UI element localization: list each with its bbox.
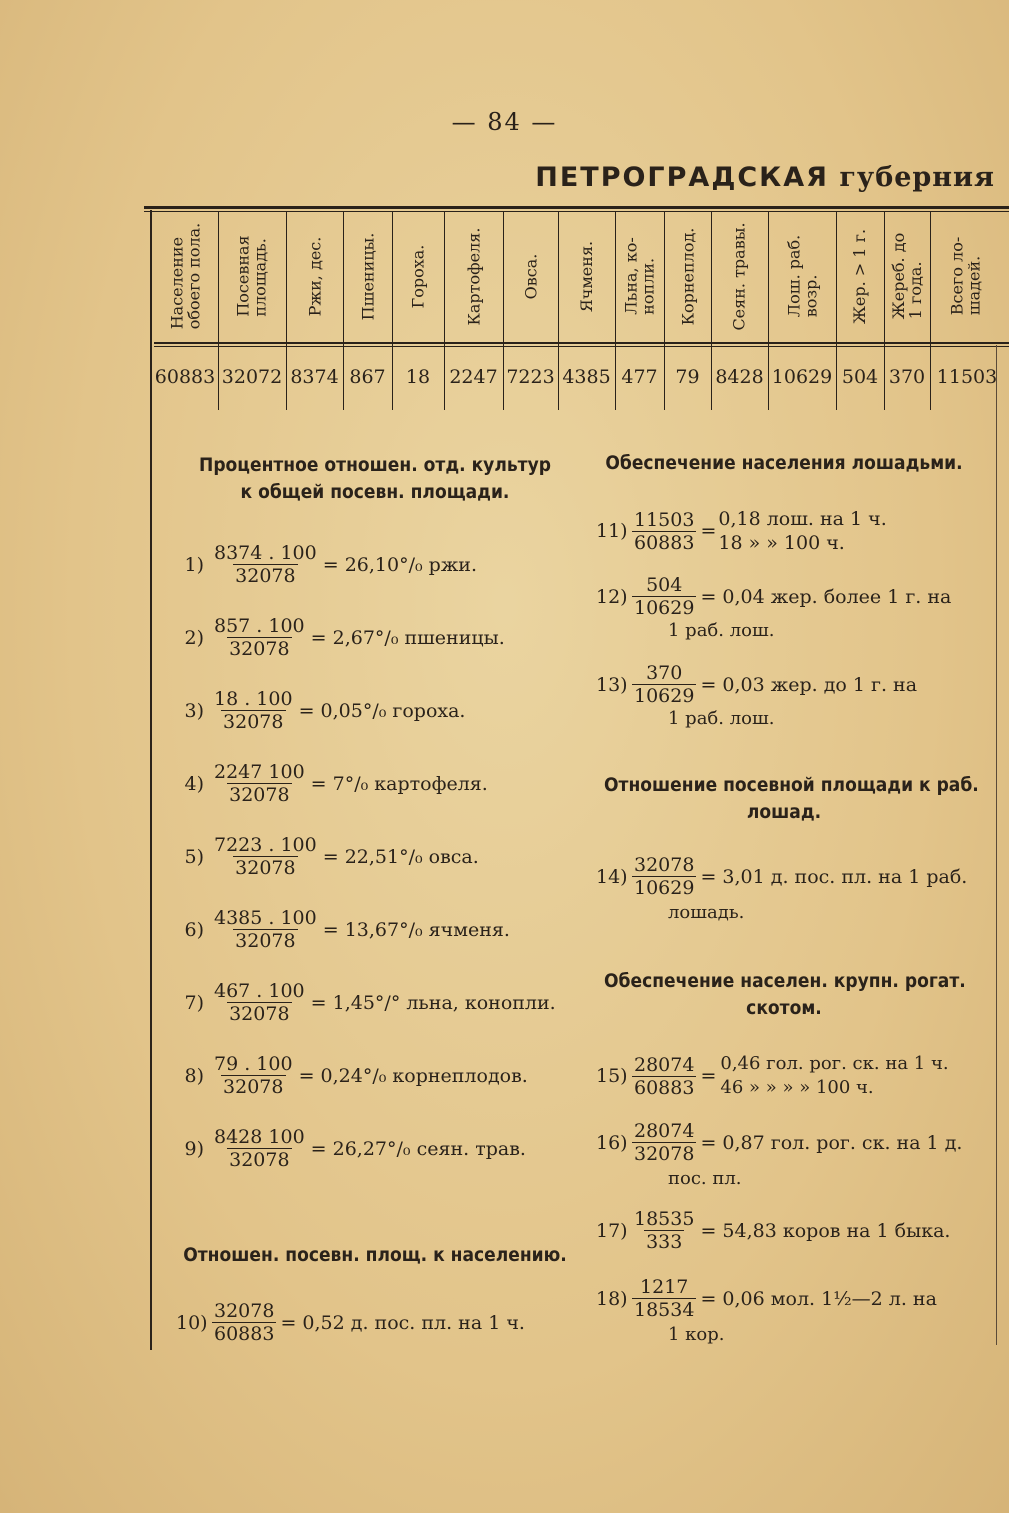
table-cell-work-horses: 10629 [771,366,833,388]
equation-8: 8) $\frac{79 . 100}{32078}$ = 0,24°/₀ корнеплодов. [184,1053,528,1098]
section-title-area-horses: Отношение посевной площади к раб. лошад. [604,774,979,823]
column-header-work-horses: Лош. раб. возр. [784,234,820,318]
equation-4: 4) $\frac{2247 100}{32078}$ = 7°/₀ картофеля. [184,761,488,806]
equation-14-continuation: лошадь. [668,902,745,923]
equation-18: 18) $\frac{1217}{18534}$ = 0,06 мол. 1½—2 л. на [596,1276,937,1321]
column-header-foals-over-1: Жер. > 1 г. [850,228,870,324]
table-cell-sown-area: 32072 [221,366,283,388]
page-number: — 84 — [451,108,558,136]
province-suffix: губерния [839,162,995,193]
table-cell-foals-under-1: 370 [888,366,926,388]
column-header-potato: Картофеля. [464,227,484,325]
table-cell-population: 60883 [154,366,216,388]
column-header-barley: Ячменя. [577,240,597,312]
equation-18-continuation: 1 кор. [668,1324,725,1345]
right-border-line [996,345,997,1345]
equation-13-continuation: 1 раб. лош. [668,708,775,729]
column-header-foals-under-1: Жереб. до 1 года. [889,232,926,320]
equation-7: 7) $\frac{467 . 100}{32078}$ = 1,45°/° льна, конопли. [184,980,556,1025]
equation-6: 6) $\frac{4385 . 100}{32078}$ = 13,67°/₀ ячменя. [184,907,510,952]
table-cell-root-crops: 79 [675,366,700,388]
table-cell-oats: 7223 [506,366,555,388]
equation-12: 12) $\frac{504}{10629}$ = 0,04 жер. более 1 г. на [596,574,952,619]
column-header-flax: Льна, ко- нопли. [621,237,658,315]
table-header-rule-thin [154,346,1009,347]
equation-10: 10) $\frac{32078}{60883}$ = 0,52 д. пос. пл. на 1 ч. [176,1300,525,1345]
table-cell-foals-over-1: 504 [841,366,879,388]
equation-16: 16) $\frac{28074}{32078}$ = 0,87 гол. рог. ск. на 1 д. [596,1120,963,1165]
equation-5: 5) $\frac{7223 . 100}{32078}$ = 22,51°/₀ овса. [184,834,479,879]
section-title-area-population: Отношен. посевн. площ. к населению. [183,1244,567,1266]
equation-11: 11) $\frac{11503}{60883}$ = 0,18 лош. на 1 ч. 18 » » 100 ч. [596,508,887,554]
equation-12-continuation: 1 раб. лош. [668,620,775,641]
column-header-root-crops: Корнеплод. [678,227,698,325]
column-header-rye: Ржи, дес. [305,236,324,316]
column-header-grasses: Сеян. травы. [730,221,750,331]
equation-2: 2) $\frac{857 . 100}{32078}$ = 2,67°/₀ пшеницы. [184,615,505,660]
province-title [535,162,995,193]
table-header-rule [154,342,1009,344]
equation-15: 15) $\frac{28074}{60883}$ = 0,46 гол. рог. ск. на 1 ч. 46 » » » » 100 ч. [596,1053,949,1099]
equation-9: 9) $\frac{8428 100}{32078}$ = 26,27°/₀ сеян. трав. [184,1126,526,1171]
equation-17: 17) $\frac{18535}{333}$ = 54,83 коров на 1 быка. [596,1208,951,1253]
equation-16-continuation: пос. пл. [668,1168,742,1189]
column-header-population: Население обоего пола. [167,222,203,330]
column-header-oats: Овса. [521,253,540,299]
table-cell-wheat: 867 [349,366,386,388]
equation-1: 1) $\frac{8374 . 100}{32078}$ = 26,10°/₀ ржи. [184,542,478,587]
province-name: ПЕТРОГРАДСКАЯ [535,162,829,193]
table-cell-grasses: 8428 [715,366,764,388]
table-cell-potato: 2247 [449,366,498,388]
table-cell-rye: 8374 [290,366,339,388]
equation-3: 3) $\frac{18 . 100}{32078}$ = 0,05°/₀ гороха. [184,688,466,733]
table-cell-flax: 477 [621,366,658,388]
equation-13: 13) $\frac{370}{10629}$ = 0,03 жер. до 1 г. на [596,662,918,707]
equation-14: 14) $\frac{32078}{10629}$ = 3,01 д. пос. пл. на 1 раб. [596,854,968,899]
section-title-crop-percent: Процентное отношен. отд. культур к общей посевн. площади. [199,454,551,503]
column-header-wheat: Пшеницы. [358,232,378,320]
table-cell-peas: 18 [405,366,431,388]
table-top-rule [144,206,1009,209]
column-header-sown-area: Посевная площадь. [234,235,271,317]
column-header-total-horses: Всего ло- шадей. [947,236,983,316]
table-top-rule-thin [144,211,1009,212]
column-header-peas: Гороха. [408,244,428,308]
table-cell-total-horses: 11503 [936,366,998,388]
section-title-horses: Обеспечение населения лошадьми. [605,452,963,474]
section-title-cattle: Обеспечение населен. крупн. рогат. скотом. [604,970,966,1019]
table-cell-barley: 4385 [562,366,611,388]
